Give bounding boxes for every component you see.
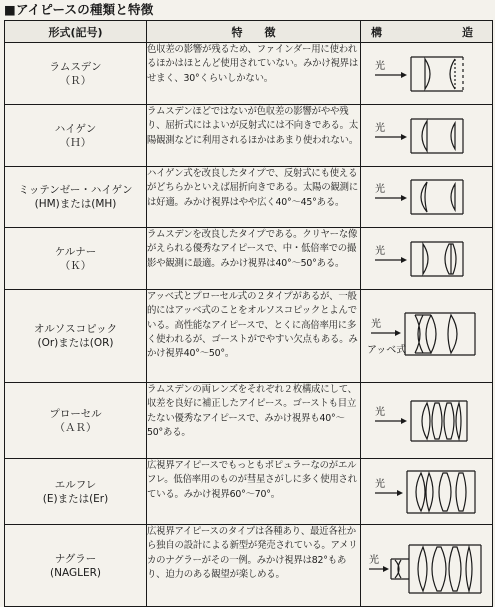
mittenzwey-diagram — [361, 167, 493, 228]
huygens-diagram — [361, 105, 493, 167]
row-symbol: （Ｋ） — [59, 259, 92, 272]
row-name: ケルナー — [54, 245, 97, 258]
eyepiece-table — [4, 20, 493, 607]
page-title: ■アイピースの種類と特徴 — [4, 2, 154, 17]
row-feature: ラムスデンほどではないが色収差の影響がやや残り、屈折式にはよいが反射式には不向きである。太陽観測などに利用されるほかはあまり使われない。 — [147, 105, 361, 167]
table-row — [5, 167, 493, 228]
ramsden-diagram — [361, 43, 493, 105]
kellner-diagram — [361, 228, 493, 290]
row-name: エルフレ — [54, 478, 97, 491]
row-name: プローセル — [49, 407, 102, 420]
svg-text:光: 光 — [374, 245, 385, 257]
table-row — [5, 525, 493, 607]
svg-text:光: 光 — [374, 60, 385, 72]
row-name: ミッテンゼー・ハイゲン — [18, 184, 133, 196]
svg-text:光: 光 — [374, 184, 385, 195]
table-row — [5, 228, 493, 290]
row-feature: 色収差の影響が残るため、ファインダー用に使われるほかはほとんど使用されていない。みかけ視界はせまく、30°くらいしかない。 — [147, 43, 361, 105]
row-feature: アッベ式とプローセル式の２タイプがあるが、一般的にはアッベ式のことをオルソスコピックとよんでいる。高性能なアイピースで、とくに高倍率用に多く使われるが、ゴーストがでやすい欠点もある。みかけ視界40°～50°。 — [147, 290, 361, 383]
table-row — [5, 290, 493, 383]
row-name-cell — [5, 525, 147, 607]
row-name-cell — [5, 383, 147, 459]
svg-text:光: 光 — [374, 478, 385, 490]
svg-text:光: 光 — [370, 319, 381, 330]
row-name: ナグラー — [54, 552, 97, 565]
row-name: ハイゲン — [54, 122, 97, 135]
row-name: ラムスデン — [49, 60, 102, 73]
row-name-cell — [5, 228, 147, 290]
row-name-cell — [5, 105, 147, 167]
row-symbol: （Ｒ） — [59, 74, 92, 87]
plossl-diagram — [361, 383, 493, 459]
row-symbol: (E)または(Er) — [42, 492, 109, 505]
erfle-diagram — [361, 459, 493, 525]
row-name: オルソスコピック — [33, 323, 118, 335]
table-row — [5, 105, 493, 167]
header-type: 形式(記号) — [5, 21, 147, 43]
row-feature: ハイゲン式を改良したタイプで、反射式にも使えるがどちらかといえば屈折向きである。太陽の観測には好適。みかけ視界はやや広く40°～45°ある。 — [147, 167, 361, 228]
row-symbol: (HM)または(MH) — [34, 198, 117, 210]
svg-text:光: 光 — [374, 406, 385, 418]
svg-text:光: 光 — [368, 554, 379, 566]
abbe-label: アッベ式 — [366, 345, 406, 356]
row-feature: ラムスデンの両レンズをそれぞれ２枚構成にして、収差を良好に補正したアイピース。ゴーストも目立たない優秀なアイピースで、みかけ視界も40°～50°ある。 — [147, 383, 361, 459]
row-name-cell — [5, 43, 147, 105]
header-feature: 特 徴 — [147, 21, 361, 43]
row-symbol: (NAGLER) — [50, 566, 101, 579]
row-name-cell — [5, 167, 147, 228]
header-structure: 構 造 — [361, 21, 493, 43]
row-feature: 広視界アイピースのタイプは各種あり、最近各社から独自の設計による新型が発売されている。アメリカのナグラーがその一例。みかけ視界は82°もあり、迫力のある観望が楽しめる。 — [147, 525, 361, 607]
row-symbol: （ＡＲ） — [54, 421, 97, 434]
row-symbol: (Or)または(OR) — [37, 337, 114, 349]
table-row — [5, 383, 493, 459]
table-row — [5, 459, 493, 525]
svg-text:光: 光 — [374, 122, 385, 134]
nagler-diagram — [361, 525, 493, 607]
row-name-cell — [5, 290, 147, 383]
row-feature: 広視界アイピースでもっともポピュラーなのがエルフレ。低倍率用のものが彗星さがしに多く使用されている。みかけ視界60°～70°。 — [147, 459, 361, 525]
table-header-row — [5, 21, 493, 43]
row-symbol: （Ｈ） — [59, 136, 92, 149]
row-name-cell — [5, 459, 147, 525]
orthoscopic-diagram — [361, 290, 493, 383]
table-row — [5, 43, 493, 105]
row-feature: ラムスデンを改良したタイプである。クリヤーな像がえられる優秀なアイピースで、中・低倍率での撮影や観測に最適。みかけ視界は40°～50°ある。 — [147, 228, 361, 290]
